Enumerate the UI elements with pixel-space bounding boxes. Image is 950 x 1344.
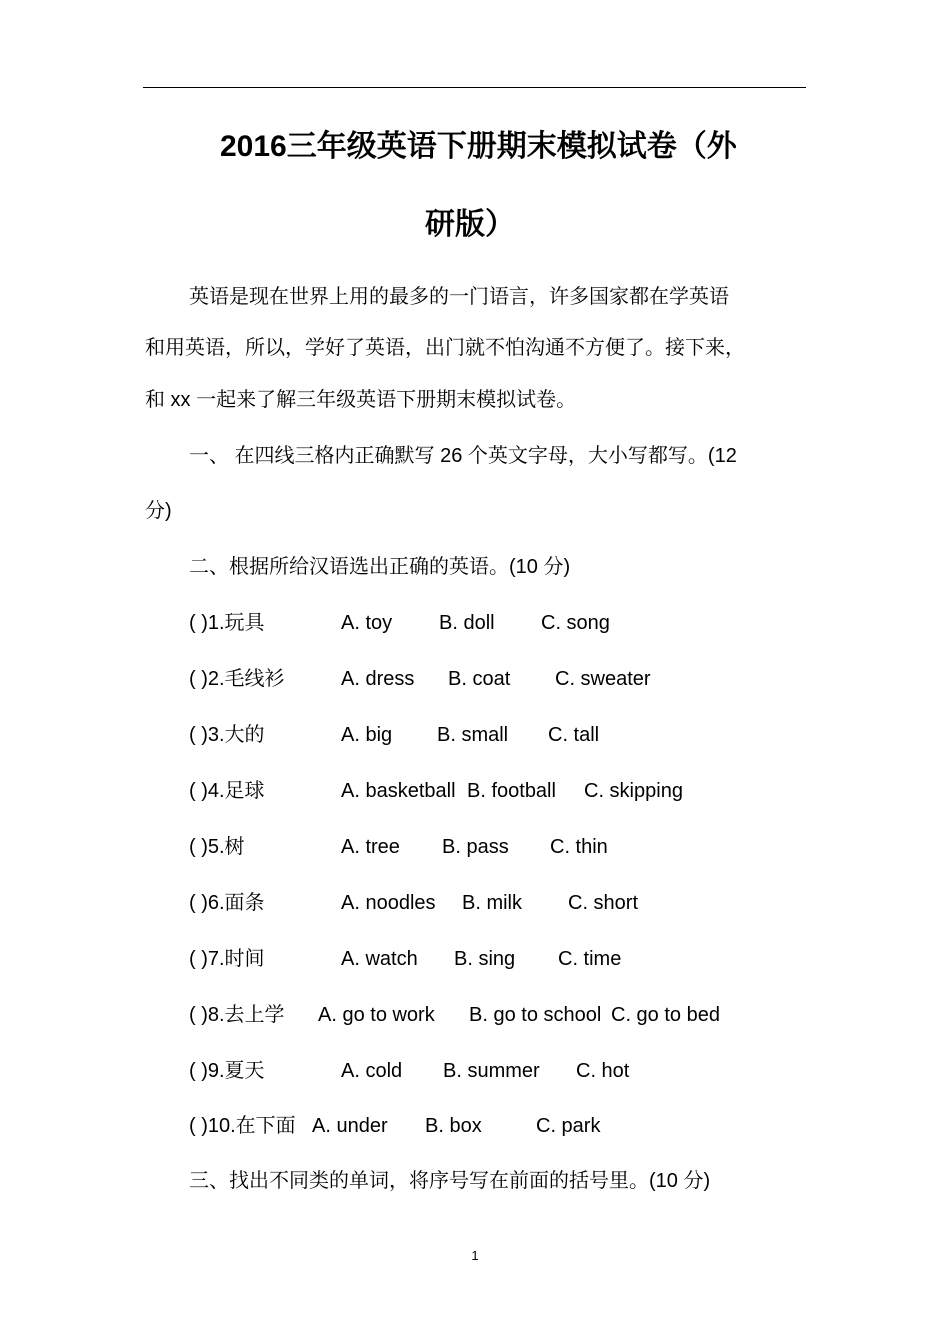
option-b: B. football <box>467 780 556 802</box>
option-a: A. noodles <box>341 892 436 914</box>
option-c: C. time <box>558 948 622 970</box>
question-label: ( )6.面条 <box>189 892 265 914</box>
option-b: B. milk <box>462 892 522 914</box>
option-b: B. pass <box>442 836 509 858</box>
option-b: B. box <box>425 1115 482 1137</box>
option-b: B. sing <box>454 948 516 970</box>
intro-line-1: 英语是现在世界上用的最多的一门语言，许多国家都在学英语 <box>189 286 729 308</box>
question-label: ( )4.足球 <box>189 780 265 802</box>
question-label: ( )2.毛线衫 <box>189 668 285 690</box>
option-a: A. tree <box>341 836 400 858</box>
option-c: C. go to bed <box>611 1004 720 1026</box>
option-a: A. under <box>312 1115 388 1137</box>
header-rule <box>143 87 806 88</box>
intro-line-2: 和用英语，所以，学好了英语，出门就不怕沟通不方便了。接下来， <box>145 337 745 359</box>
option-b: B. go to school <box>469 1004 602 1026</box>
question-label: ( )9.夏天 <box>189 1060 265 1082</box>
question-label: ( )3.大的 <box>189 724 265 746</box>
option-a: A. big <box>341 724 393 746</box>
option-b: B. summer <box>443 1060 540 1082</box>
intro-line-3: 和 xx 一起来了解三年级英语下册期末模拟试卷。 <box>145 389 577 411</box>
option-a: A. cold <box>341 1060 403 1082</box>
question-label: ( )7.时间 <box>189 948 265 970</box>
question-label: ( )10.在下面 <box>189 1115 296 1137</box>
option-c: C. tall <box>548 724 600 746</box>
option-a: A. dress <box>341 668 415 690</box>
document-title-line-2: 研版） <box>425 208 515 241</box>
question-label: ( )1.玩具 <box>189 612 265 634</box>
question-label: ( )5.树 <box>189 836 245 858</box>
option-c: C. park <box>536 1115 601 1137</box>
document-title-line-1: 2016三年级英语下册期末模拟试卷（外 <box>220 130 737 163</box>
question-label: ( )8.去上学 <box>189 1004 285 1026</box>
section-1-heading-cont: 分) <box>145 500 172 522</box>
page-number: 1 <box>471 1248 479 1263</box>
option-b: B. coat <box>448 668 511 690</box>
option-c: C. hot <box>576 1060 630 1082</box>
option-a: A. watch <box>341 948 418 970</box>
option-a: A. go to work <box>318 1004 435 1026</box>
option-c: C. short <box>568 892 639 914</box>
section-2-heading: 二、根据所给汉语选出正确的英语。(10 分) <box>189 556 571 578</box>
option-b: B. small <box>437 724 509 746</box>
section-3-heading: 三、找出不同类的单词，将序号写在前面的括号里。(10 分) <box>189 1170 711 1192</box>
option-a: A. basketball <box>341 780 456 802</box>
option-c: C. skipping <box>584 780 683 802</box>
option-c: C. sweater <box>555 668 651 690</box>
section-1-heading: 一、 在四线三格内正确默写 26 个英文字母，大小写都写。(12 <box>189 445 737 467</box>
option-a: A. toy <box>341 612 393 634</box>
option-c: C. thin <box>550 836 608 858</box>
option-b: B. doll <box>439 612 495 634</box>
option-c: C. song <box>541 612 610 634</box>
